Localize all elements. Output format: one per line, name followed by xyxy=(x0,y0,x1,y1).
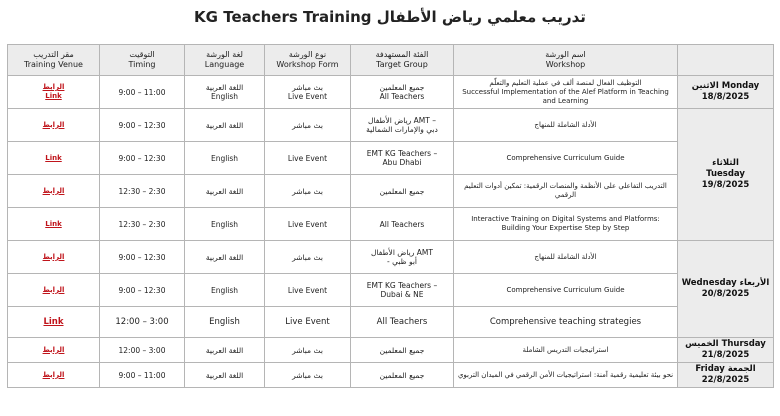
language-cell: اللغة العربية xyxy=(185,109,265,142)
venue-link[interactable]: الرابط xyxy=(42,120,65,129)
header-target-group: الفئة المستهدفة Target Group xyxy=(351,45,454,76)
venue-link[interactable]: الرابط xyxy=(42,252,65,261)
table-row xyxy=(8,363,774,388)
language-cell: English xyxy=(185,208,265,241)
venue-link[interactable]: الرابط xyxy=(42,186,65,195)
day-cell-wednesday: Wednesday الأربعاء 20/8/2025 xyxy=(678,241,774,338)
target-cell: جميع المعلمين xyxy=(351,363,454,388)
target-cell: EMT KG Teachers – Dubai & NE xyxy=(351,274,454,307)
workshop-cell: التوظيف الفعال لمنصة ألف في عملية التعليم والتعلّم Successful Implementation of the Alef Platform in Teaching and Learning xyxy=(454,76,678,109)
table-row xyxy=(8,175,774,208)
header-workshop: اسم الورشة Workshop xyxy=(454,45,678,76)
form-cell: بث مباشر xyxy=(265,175,351,208)
table-row xyxy=(8,142,774,175)
timing-cell: 9:00 – 12:30 xyxy=(100,241,185,274)
workshop-cell: Comprehensive Curriculum Guide xyxy=(454,142,678,175)
training-schedule-table xyxy=(7,44,774,388)
table-row xyxy=(8,109,774,142)
workshop-cell: الأدلة الشاملة للمنهاج xyxy=(454,109,678,142)
header-venue: مقر التدريب Training Venue xyxy=(8,45,100,76)
venue-link[interactable]: الرابط xyxy=(42,285,65,294)
page-title: KG Teachers Training تدريب معلمي رياض الأطفال xyxy=(194,8,586,26)
header-language: لغة الورشة Language xyxy=(185,45,265,76)
day-cell-monday: الاثنين Monday 18/8/2025 xyxy=(678,76,774,109)
language-cell: English xyxy=(185,274,265,307)
table-row xyxy=(8,338,774,363)
header-timing: التوقيت Timing xyxy=(100,45,185,76)
workshop-cell: Comprehensive Curriculum Guide xyxy=(454,274,678,307)
table-row xyxy=(8,76,774,109)
table-row xyxy=(8,307,774,338)
timing-cell: 9:00 – 11:00 xyxy=(100,76,185,109)
language-cell: اللغة العربية xyxy=(185,175,265,208)
target-cell: جميع المعلمين xyxy=(351,338,454,363)
venue-link[interactable]: Link xyxy=(45,92,62,100)
target-cell: جميع المعلمين All Teachers xyxy=(351,76,454,109)
venue-link[interactable]: Link xyxy=(43,316,64,327)
day-cell-tuesday: الثلاثاء Tuesday 19/8/2025 xyxy=(678,109,774,241)
language-cell: English xyxy=(185,307,265,338)
form-cell: Live Event xyxy=(265,307,351,338)
language-cell: اللغة العربية xyxy=(185,241,265,274)
header-row xyxy=(8,45,774,76)
language-cell: English xyxy=(185,142,265,175)
form-cell: بث مباشر xyxy=(265,241,351,274)
workshop-cell: نحو بيئة تعليمية رقمية آمنة: استراتيجيات الأمن الرقمي في الميدان التربوي xyxy=(454,363,678,388)
table-row xyxy=(8,241,774,274)
venue-link[interactable]: Link xyxy=(45,219,62,228)
day-cell-thursday: الخميس Thursday 21/8/2025 xyxy=(678,338,774,363)
header-workshop-form: نوع الورشة Workshop Form xyxy=(265,45,351,76)
target-cell: All Teachers xyxy=(351,307,454,338)
venue-link[interactable]: الرابط xyxy=(42,345,65,354)
timing-cell: 9:00 – 11:00 xyxy=(100,363,185,388)
workshop-cell: استراتيجيات التدريس الشاملة xyxy=(454,338,678,363)
target-cell: رياض الأطفال AMT – دبي والإمارات الشمالية xyxy=(351,109,454,142)
table-row xyxy=(8,208,774,241)
form-cell: بث مباشر xyxy=(265,109,351,142)
header-day xyxy=(678,45,774,76)
target-cell: رياض الأطفال AMT - أبو ظبي xyxy=(351,241,454,274)
workshop-cell: Comprehensive teaching strategies xyxy=(454,307,678,338)
timing-cell: 9:00 – 12:30 xyxy=(100,109,185,142)
timing-cell: 12:00 – 3:00 xyxy=(100,307,185,338)
form-cell: Live Event xyxy=(265,208,351,241)
timing-cell: 9:00 – 12:30 xyxy=(100,142,185,175)
form-cell: Live Event xyxy=(265,142,351,175)
language-cell: اللغة العربية xyxy=(185,363,265,388)
workshop-cell: التدريب التفاعلي على الأنظمة والمنصات الرقمية: تمكين أدوات التعليم الرقمي xyxy=(454,175,678,208)
target-cell: جميع المعلمين xyxy=(351,175,454,208)
day-cell-friday: Friday الجمعة 22/8/2025 xyxy=(678,363,774,388)
form-cell: بث مباشر xyxy=(265,338,351,363)
language-cell: اللغة العربية xyxy=(185,338,265,363)
timing-cell: 12:30 – 2:30 xyxy=(100,208,185,241)
workshop-cell: الأدلة الشاملة للمنهاج xyxy=(454,241,678,274)
table-row xyxy=(8,274,774,307)
form-cell: Live Event xyxy=(265,274,351,307)
target-cell: EMT KG Teachers – Abu Dhabi xyxy=(351,142,454,175)
target-cell: All Teachers xyxy=(351,208,454,241)
timing-cell: 12:30 – 2:30 xyxy=(100,175,185,208)
workshop-cell: Interactive Training on Digital Systems and Platforms: Building Your Expertise Step by Step xyxy=(454,208,678,241)
form-cell: بث مباشر xyxy=(265,363,351,388)
venue-link[interactable]: Link xyxy=(45,153,62,162)
timing-cell: 9:00 – 12:30 xyxy=(100,274,185,307)
venue-link[interactable]: الرابط xyxy=(42,370,65,379)
language-cell: اللغة العربية English xyxy=(185,76,265,109)
venue-link[interactable]: الرابط xyxy=(42,83,65,91)
form-cell: بث مباشر Live Event xyxy=(265,76,351,109)
timing-cell: 12:00 – 3:00 xyxy=(100,338,185,363)
